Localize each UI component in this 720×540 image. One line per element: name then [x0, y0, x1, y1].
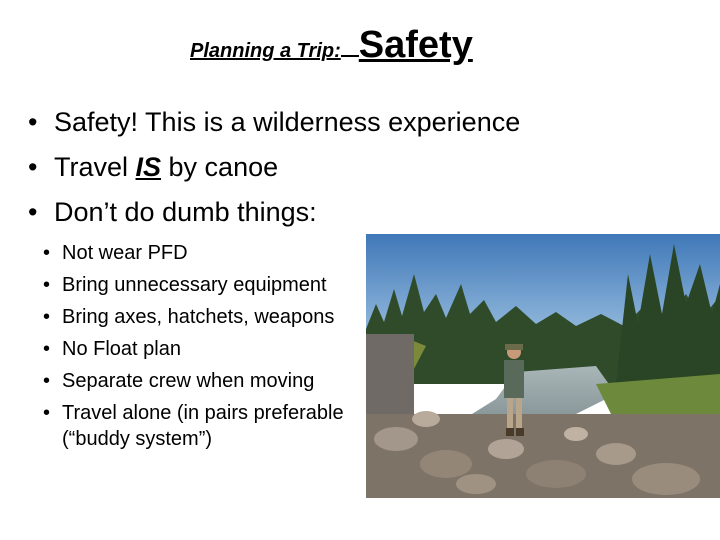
slide-title: [190, 24, 473, 74]
main-bullet: • Don’t do dumb things:: [26, 190, 520, 235]
title-underline-gap: [341, 54, 359, 57]
main-bullet: • Safety! This is a wilderness experience: [26, 100, 520, 145]
sub-bullet: • Bring unnecessary equipment: [42, 272, 377, 298]
photo-illustration: [366, 234, 720, 498]
emphasis-text: IS: [135, 152, 162, 182]
sub-bullet: • Not wear PFD: [42, 240, 377, 266]
sub-bullet: • No Float plan: [42, 336, 377, 362]
sub-bullet-list: [42, 240, 377, 458]
granite-outcrop: [366, 334, 414, 414]
sub-bullet: • Separate crew when moving: [42, 368, 377, 394]
wilderness-photo: [366, 234, 720, 498]
sub-bullet: • Travel alone (in pairs preferable (“buddy system”): [42, 400, 377, 452]
main-bullet: • Travel IS by canoe: [26, 145, 520, 190]
title-prefix: Planning a Trip:: [190, 40, 341, 62]
main-bullet-list: [26, 100, 520, 235]
sub-bullet: • Bring axes, hatchets, weapons: [42, 304, 377, 330]
title-main: Safety: [358, 24, 473, 66]
